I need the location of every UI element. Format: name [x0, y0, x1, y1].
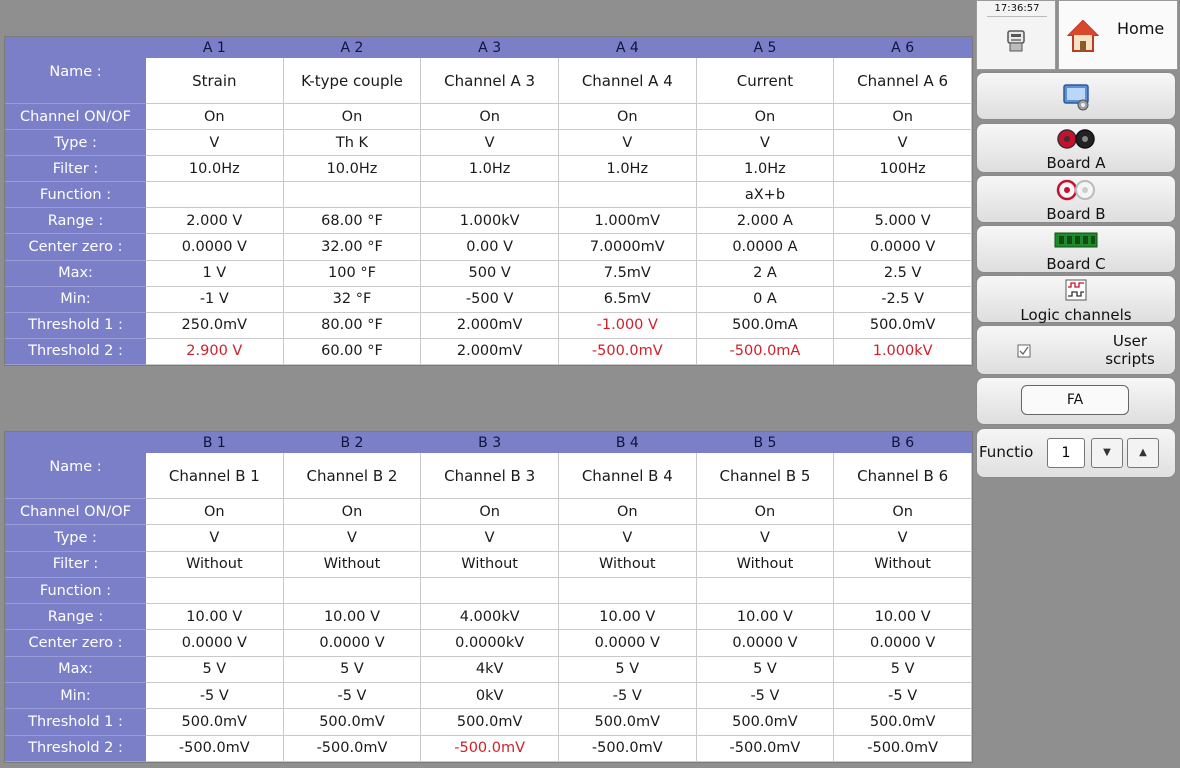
- board-a-button[interactable]: [976, 123, 1176, 173]
- fa-button[interactable]: FA: [1021, 385, 1129, 415]
- row-label-filter: Filter :: [6, 156, 146, 182]
- board-c-terminal-icon: [1054, 232, 1098, 248]
- cell-threshold-1[interactable]: 500.0mV: [421, 709, 559, 735]
- cell-function[interactable]: [283, 577, 421, 603]
- cell-threshold-2[interactable]: -500.0mV: [421, 735, 559, 761]
- cell-range[interactable]: 10.00 V: [696, 604, 834, 630]
- cell-range[interactable]: 10.00 V: [146, 604, 284, 630]
- name-row: [6, 453, 972, 499]
- status-box[interactable]: [976, 0, 1056, 70]
- function-selector: [976, 428, 1176, 478]
- cell-center-zero[interactable]: 0.0000kV: [421, 630, 559, 656]
- cell-min[interactable]: -5 V: [146, 683, 284, 709]
- cell-center-zero[interactable]: 0.0000 V: [283, 630, 421, 656]
- board-a-connector-icon: [1056, 128, 1096, 150]
- cell-max[interactable]: 5 V: [834, 656, 972, 682]
- channel-on-off-row: [6, 499, 972, 525]
- row-label-center-zero: Center zero :: [6, 234, 146, 260]
- cell-name[interactable]: Channel B 3: [421, 453, 559, 499]
- column-header-b6[interactable]: B 6: [834, 433, 972, 453]
- cell-type[interactable]: V: [283, 525, 421, 551]
- cell-type[interactable]: V: [421, 130, 559, 156]
- column-header-b5[interactable]: B 5: [696, 433, 834, 453]
- name-row: [6, 58, 972, 104]
- cell-filter[interactable]: Without: [421, 551, 559, 577]
- cell-range[interactable]: 10.00 V: [283, 604, 421, 630]
- cell-filter[interactable]: 1.0Hz: [558, 156, 696, 182]
- min-row: [6, 286, 972, 312]
- cell-threshold-1[interactable]: 500.0mV: [834, 312, 972, 338]
- row-label-function: Function :: [6, 182, 146, 208]
- cell-type[interactable]: V: [146, 130, 284, 156]
- column-header-b4[interactable]: B 4: [558, 433, 696, 453]
- cell-center-zero[interactable]: 32.00 °F: [283, 234, 421, 260]
- row-label-channel-on-off: Channel ON/OF: [6, 499, 146, 525]
- board-a-label: Board A: [1046, 154, 1106, 172]
- cell-max[interactable]: 2.5 V: [834, 260, 972, 286]
- row-label-min: Min:: [6, 286, 146, 312]
- configuration-icon: [1061, 82, 1091, 112]
- row-label-threshold-1: Threshold 1 :: [6, 709, 146, 735]
- function-row: [6, 182, 972, 208]
- cell-threshold-1[interactable]: 500.0mA: [696, 312, 834, 338]
- corner-cell: [6, 433, 146, 453]
- cell-threshold-1[interactable]: 500.0mV: [834, 709, 972, 735]
- cell-min[interactable]: -500 V: [421, 286, 559, 312]
- row-label-type: Type :: [6, 525, 146, 551]
- cell-function[interactable]: [421, 182, 559, 208]
- cell-max[interactable]: 500 V: [421, 260, 559, 286]
- cell-range[interactable]: 2.000 V: [146, 208, 284, 234]
- column-header-b2[interactable]: B 2: [283, 433, 421, 453]
- cell-range[interactable]: 1.000kV: [421, 208, 559, 234]
- column-header-a5[interactable]: A 5: [696, 38, 834, 58]
- cell-filter[interactable]: Without: [834, 551, 972, 577]
- cell-center-zero[interactable]: 0.0000 V: [834, 234, 972, 260]
- board-a-table: [5, 37, 972, 365]
- cell-name[interactable]: Channel A 3: [421, 58, 559, 104]
- cell-type[interactable]: V: [558, 130, 696, 156]
- board-b-table: [5, 432, 972, 762]
- function-row: [6, 577, 972, 603]
- board-b-button[interactable]: [976, 175, 1176, 223]
- cell-threshold-1[interactable]: 250.0mV: [146, 312, 284, 338]
- cell-function[interactable]: aX+b: [696, 182, 834, 208]
- cell-range[interactable]: 10.00 V: [834, 604, 972, 630]
- cell-max[interactable]: 5 V: [146, 656, 284, 682]
- cell-name[interactable]: Channel B 6: [834, 453, 972, 499]
- threshold-1-row: [6, 312, 972, 338]
- arrow-up-icon[interactable]: ▲: [1127, 438, 1159, 468]
- cell-on-off[interactable]: On: [834, 104, 972, 130]
- column-header-a2[interactable]: A 2: [283, 38, 421, 58]
- cell-max[interactable]: 100 °F: [283, 260, 421, 286]
- cell-function[interactable]: [146, 182, 284, 208]
- cell-threshold-2[interactable]: -500.0mV: [558, 338, 696, 364]
- cell-on-off[interactable]: On: [146, 499, 284, 525]
- cell-threshold-1[interactable]: 500.0mV: [696, 709, 834, 735]
- cell-threshold-1[interactable]: -1.000 V: [558, 312, 696, 338]
- board-c-button[interactable]: [976, 225, 1176, 273]
- cell-function[interactable]: [834, 182, 972, 208]
- cell-on-off[interactable]: On: [421, 499, 559, 525]
- cell-filter[interactable]: Without: [696, 551, 834, 577]
- cell-center-zero[interactable]: 0.0000 A: [696, 234, 834, 260]
- cell-threshold-2[interactable]: 2.000mV: [421, 338, 559, 364]
- cell-range[interactable]: 4.000kV: [421, 604, 559, 630]
- cell-filter[interactable]: Without: [146, 551, 284, 577]
- threshold-2-row: [6, 735, 972, 761]
- column-header-a4[interactable]: A 4: [558, 38, 696, 58]
- cell-threshold-2[interactable]: -500.0mA: [696, 338, 834, 364]
- cell-threshold-2[interactable]: 1.000kV: [834, 338, 972, 364]
- cell-threshold-2[interactable]: -500.0mV: [834, 735, 972, 761]
- cell-on-off[interactable]: On: [696, 104, 834, 130]
- column-header-row: [6, 38, 972, 58]
- row-label-max: Max:: [6, 656, 146, 682]
- board-b-table-panel: [4, 431, 973, 763]
- cell-filter[interactable]: 1.0Hz: [696, 156, 834, 182]
- cell-center-zero[interactable]: 0.0000 V: [146, 630, 284, 656]
- cell-type[interactable]: V: [146, 525, 284, 551]
- cell-function[interactable]: [558, 182, 696, 208]
- cell-max[interactable]: 5 V: [283, 656, 421, 682]
- cell-type[interactable]: V: [834, 130, 972, 156]
- cell-max[interactable]: 5 V: [696, 656, 834, 682]
- cell-range[interactable]: 10.00 V: [558, 604, 696, 630]
- threshold-2-row: [6, 338, 972, 364]
- cell-min[interactable]: -1 V: [146, 286, 284, 312]
- cell-center-zero[interactable]: 0.00 V: [421, 234, 559, 260]
- corner-cell: [6, 38, 146, 58]
- cell-function[interactable]: [421, 577, 559, 603]
- cell-center-zero[interactable]: 0.0000 V: [558, 630, 696, 656]
- row-label-threshold-2: Threshold 2 :: [6, 338, 146, 364]
- cell-threshold-2[interactable]: 2.900 V: [146, 338, 284, 364]
- board-b-connector-icon: [1056, 179, 1096, 201]
- range-row: [6, 208, 972, 234]
- cell-filter[interactable]: Without: [558, 551, 696, 577]
- cell-function[interactable]: [834, 577, 972, 603]
- home-button[interactable]: [1058, 0, 1178, 70]
- cell-min[interactable]: 6.5mV: [558, 286, 696, 312]
- cell-range[interactable]: 1.000mV: [558, 208, 696, 234]
- function-label: Functio: [979, 443, 1034, 461]
- cell-name[interactable]: Current: [696, 58, 834, 104]
- logic-signal-icon: [1065, 279, 1087, 301]
- cell-function[interactable]: [558, 577, 696, 603]
- cell-name[interactable]: Channel B 2: [283, 453, 421, 499]
- column-header-b3[interactable]: B 3: [421, 433, 559, 453]
- cell-min[interactable]: 0kV: [421, 683, 559, 709]
- cell-name[interactable]: Channel A 4: [558, 58, 696, 104]
- row-label-function: Function :: [6, 577, 146, 603]
- home-icon: [1067, 19, 1099, 55]
- cell-min[interactable]: -5 V: [696, 683, 834, 709]
- cell-on-off[interactable]: On: [696, 499, 834, 525]
- cell-threshold-1[interactable]: 500.0mV: [283, 709, 421, 735]
- cell-on-off[interactable]: On: [558, 499, 696, 525]
- row-label-center-zero: Center zero :: [6, 630, 146, 656]
- arrow-down-icon[interactable]: ▼: [1091, 438, 1123, 468]
- cell-name[interactable]: Channel B 5: [696, 453, 834, 499]
- column-header-a1[interactable]: A 1: [146, 38, 284, 58]
- cell-threshold-1[interactable]: 500.0mV: [558, 709, 696, 735]
- row-label-min: Min:: [6, 683, 146, 709]
- row-label-name: Name :: [6, 453, 146, 499]
- type-row: [6, 525, 972, 551]
- cell-center-zero[interactable]: 0.0000 V: [834, 630, 972, 656]
- user-scripts-checkbox-icon[interactable]: [1017, 344, 1031, 358]
- cell-max[interactable]: 5 V: [558, 656, 696, 682]
- cell-type[interactable]: Th K: [283, 130, 421, 156]
- cell-range[interactable]: 5.000 V: [834, 208, 972, 234]
- cell-threshold-2[interactable]: 60.00 °F: [283, 338, 421, 364]
- cell-center-zero[interactable]: 7.0000mV: [558, 234, 696, 260]
- cell-on-off[interactable]: On: [558, 104, 696, 130]
- cell-min[interactable]: 0 A: [696, 286, 834, 312]
- cell-on-off[interactable]: On: [834, 499, 972, 525]
- row-label-name: Name :: [6, 58, 146, 104]
- cell-range[interactable]: 68.00 °F: [283, 208, 421, 234]
- cell-on-off[interactable]: On: [421, 104, 559, 130]
- cell-filter[interactable]: Without: [283, 551, 421, 577]
- cell-type[interactable]: V: [696, 525, 834, 551]
- board-b-label: Board B: [1046, 205, 1106, 223]
- cell-threshold-2[interactable]: -500.0mV: [283, 735, 421, 761]
- cell-min[interactable]: -2.5 V: [834, 286, 972, 312]
- row-label-max: Max:: [6, 260, 146, 286]
- usb-drive-icon: [1005, 29, 1027, 53]
- row-label-range: Range :: [6, 208, 146, 234]
- cell-filter[interactable]: 100Hz: [834, 156, 972, 182]
- cell-threshold-2[interactable]: -500.0mV: [558, 735, 696, 761]
- row-label-filter: Filter :: [6, 551, 146, 577]
- center-zero-row: [6, 630, 972, 656]
- cell-name[interactable]: K-type couple: [283, 58, 421, 104]
- max-row: [6, 260, 972, 286]
- board-c-label: Board C: [1046, 255, 1106, 273]
- threshold-1-row: [6, 709, 972, 735]
- logic-channels-button[interactable]: [976, 275, 1176, 323]
- row-label-threshold-2: Threshold 2 :: [6, 735, 146, 761]
- configuration-button[interactable]: [976, 72, 1176, 120]
- board-a-table-panel: [4, 36, 973, 366]
- cell-name[interactable]: Channel B 1: [146, 453, 284, 499]
- cell-center-zero[interactable]: 0.0000 V: [146, 234, 284, 260]
- cell-filter[interactable]: 10.0Hz: [283, 156, 421, 182]
- range-row: [6, 604, 972, 630]
- cell-max[interactable]: 4kV: [421, 656, 559, 682]
- cell-min[interactable]: 32 °F: [283, 286, 421, 312]
- cell-on-off[interactable]: On: [283, 499, 421, 525]
- cell-center-zero[interactable]: 0.0000 V: [696, 630, 834, 656]
- cell-function[interactable]: [696, 577, 834, 603]
- column-header-b1[interactable]: B 1: [146, 433, 284, 453]
- cell-type[interactable]: V: [834, 525, 972, 551]
- row-label-range: Range :: [6, 604, 146, 630]
- max-row: [6, 656, 972, 682]
- cell-max[interactable]: 2 A: [696, 260, 834, 286]
- channel-on-off-row: [6, 104, 972, 130]
- cell-filter[interactable]: 1.0Hz: [421, 156, 559, 182]
- clock: 17:36:57: [987, 3, 1047, 17]
- cell-threshold-2[interactable]: -500.0mV: [696, 735, 834, 761]
- fa-button-frame: [976, 377, 1176, 425]
- cell-filter[interactable]: 10.0Hz: [146, 156, 284, 182]
- row-label-threshold-1: Threshold 1 :: [6, 312, 146, 338]
- min-row: [6, 683, 972, 709]
- type-row: [6, 130, 972, 156]
- center-zero-row: [6, 234, 972, 260]
- column-header-a6[interactable]: A 6: [834, 38, 972, 58]
- cell-type[interactable]: V: [421, 525, 559, 551]
- cell-function[interactable]: [146, 577, 284, 603]
- filter-row: [6, 156, 972, 182]
- cell-type[interactable]: V: [558, 525, 696, 551]
- cell-name[interactable]: Channel A 6: [834, 58, 972, 104]
- cell-max[interactable]: 1 V: [146, 260, 284, 286]
- filter-row: [6, 551, 972, 577]
- cell-on-off[interactable]: On: [283, 104, 421, 130]
- cell-min[interactable]: -5 V: [558, 683, 696, 709]
- function-number-field[interactable]: 1: [1047, 438, 1085, 468]
- row-label-type: Type :: [6, 130, 146, 156]
- logic-channels-label: Logic channels: [1020, 306, 1132, 324]
- column-header-row: [6, 433, 972, 453]
- cell-max[interactable]: 7.5mV: [558, 260, 696, 286]
- column-header-a3[interactable]: A 3: [421, 38, 559, 58]
- cell-range[interactable]: 2.000 A: [696, 208, 834, 234]
- cell-min[interactable]: -5 V: [283, 683, 421, 709]
- user-scripts-button[interactable]: [976, 325, 1176, 375]
- cell-threshold-2[interactable]: -500.0mV: [146, 735, 284, 761]
- cell-name[interactable]: Channel B 4: [558, 453, 696, 499]
- home-label: Home: [1117, 19, 1165, 38]
- cell-threshold-1[interactable]: 80.00 °F: [283, 312, 421, 338]
- cell-threshold-1[interactable]: 2.000mV: [421, 312, 559, 338]
- row-label-channel-on-off: Channel ON/OF: [6, 104, 146, 130]
- cell-threshold-1[interactable]: 500.0mV: [146, 709, 284, 735]
- cell-name[interactable]: Strain: [146, 58, 284, 104]
- cell-min[interactable]: -5 V: [834, 683, 972, 709]
- cell-function[interactable]: [283, 182, 421, 208]
- user-scripts-label: User scripts: [1105, 332, 1155, 368]
- cell-on-off[interactable]: On: [146, 104, 284, 130]
- cell-type[interactable]: V: [696, 130, 834, 156]
